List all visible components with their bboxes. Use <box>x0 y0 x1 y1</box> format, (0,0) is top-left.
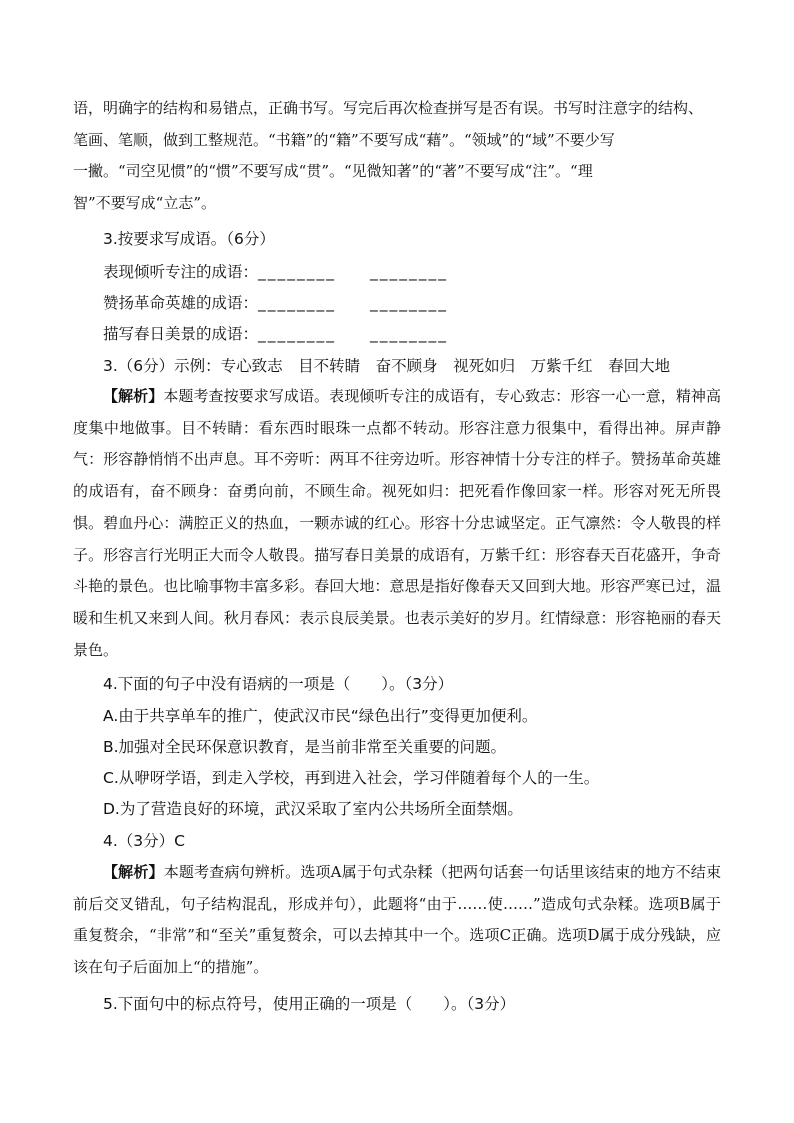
paragraph-line: 智”不要写成“立志”。 <box>73 194 217 213</box>
answer-blank[interactable]: ________ <box>370 263 449 281</box>
paragraph-line: 笔画、笔顺，做到工整规范。“书籍”的“籍”不要写成“藉”。“领域”的“域”不要少写 <box>73 130 615 149</box>
answer-blank[interactable]: ________ <box>258 294 337 312</box>
item-label: 描写春日美景的成语： <box>103 325 259 343</box>
analysis-tag: 【解析】 <box>103 387 164 405</box>
analysis-text: 本题考查按要求写成语。表现倾听专注的成语有，专心致志：形容一心一意，精神高度集中地做事。目不转睛：看东西时眼珠一点都不转动。形容注意力很集中，看得出神。屏声静气：形容静悄悄不出声息。耳不旁听：两耳不往旁边听。形容神情十分专注的样子。赞扬革命英雄的成语有，奋不顾身：奋勇向前，不顾生命。视死如归：把死看作像回家一样。形容对死无所畏惧。碧血丹心：满腔正义的热血，一颗赤诚的红心。形容十分忠诚坚定。正气凛然：令人敬畏的样子。形容言行光明正大而令人敬畏。描写春日美景的成语有，万紫千红：形容春天百花盛开，争奇斗艳的景色。也比喻事物丰富多彩。春回大地：意思是指好像春天又回到大地。形容严寒已过，温暖和生机又来到人间。秋月春风：表示良辰美景。也表示美好的岁月。红情绿意：形容艳丽的春天景色。 <box>73 387 721 659</box>
question-3-analysis <box>73 381 721 666</box>
answer-blank[interactable]: ________ <box>370 325 449 343</box>
answer-blank[interactable]: ________ <box>258 325 337 343</box>
item-label: 赞扬革命英雄的成语： <box>103 294 259 312</box>
answer-blank[interactable]: ________ <box>370 294 449 312</box>
question-3-item <box>103 261 448 283</box>
answer-blank[interactable]: ________ <box>258 263 337 281</box>
paragraph-line: 语，明确字的结构和易错点，正确书写。写完后再次检查拼写是否有误。书写时注意字的结构、 <box>73 99 704 117</box>
question-3-title: 3.按要求写成语。（6分） <box>103 230 275 248</box>
question-3-item <box>103 323 448 345</box>
continued-analysis-paragraph <box>73 93 721 220</box>
question-5-title: 5.下面句中的标点符号，使用正确的一项是（ ）。（3分） <box>103 995 516 1013</box>
paragraph-line: 一撇。“司空见惯”的“惯”不要写成“贯”。“见微知著”的“著”不要写成“注”。“理 <box>73 162 593 181</box>
question-3-answer: 3.（6分）示例：专心致志 目不转睛 奋不顾身 视死如归 万紫千红 春回大地 <box>103 357 671 375</box>
question-4-option-b: B.加强对全民环保意识教育，是当前非常至关重要的问题。 <box>103 738 507 756</box>
question-4-option-a: A.由于共享单车的推广，使武汉市民“绿色出行”变得更加便利。 <box>103 707 538 725</box>
analysis-tag: 【解析】 <box>103 863 164 881</box>
question-4-analysis <box>73 857 721 984</box>
question-3-item <box>103 292 448 314</box>
item-label: 表现倾听专注的成语： <box>103 263 259 281</box>
analysis-text: 本题考查病句辨析。选项A属于句式杂糅（把两句话套一句话里该结束的地方不结束前后交叉错乱，句子结构混乱，形成并句），此题将“由于……使……”造成句式杂糅。选项B属于重复赘余，“非常”和“至关”重复赘余，可以去掉其中一个。选项C正确。选项D属于成分残缺，应该在句子后面加上“的措施”。 <box>73 863 721 977</box>
question-4-option-c: C.从咿呀学语，到走入学校，再到进入社会，学习伴随着每个人的一生。 <box>103 769 600 787</box>
question-4-answer: 4.（3分）C <box>103 832 185 850</box>
question-4-title: 4.下面的句子中没有语病的一项是（ ）。（3分） <box>103 675 454 693</box>
question-4-option-d: D.为了营造良好的环境，武汉采取了室内公共场所全面禁烟。 <box>103 800 523 818</box>
